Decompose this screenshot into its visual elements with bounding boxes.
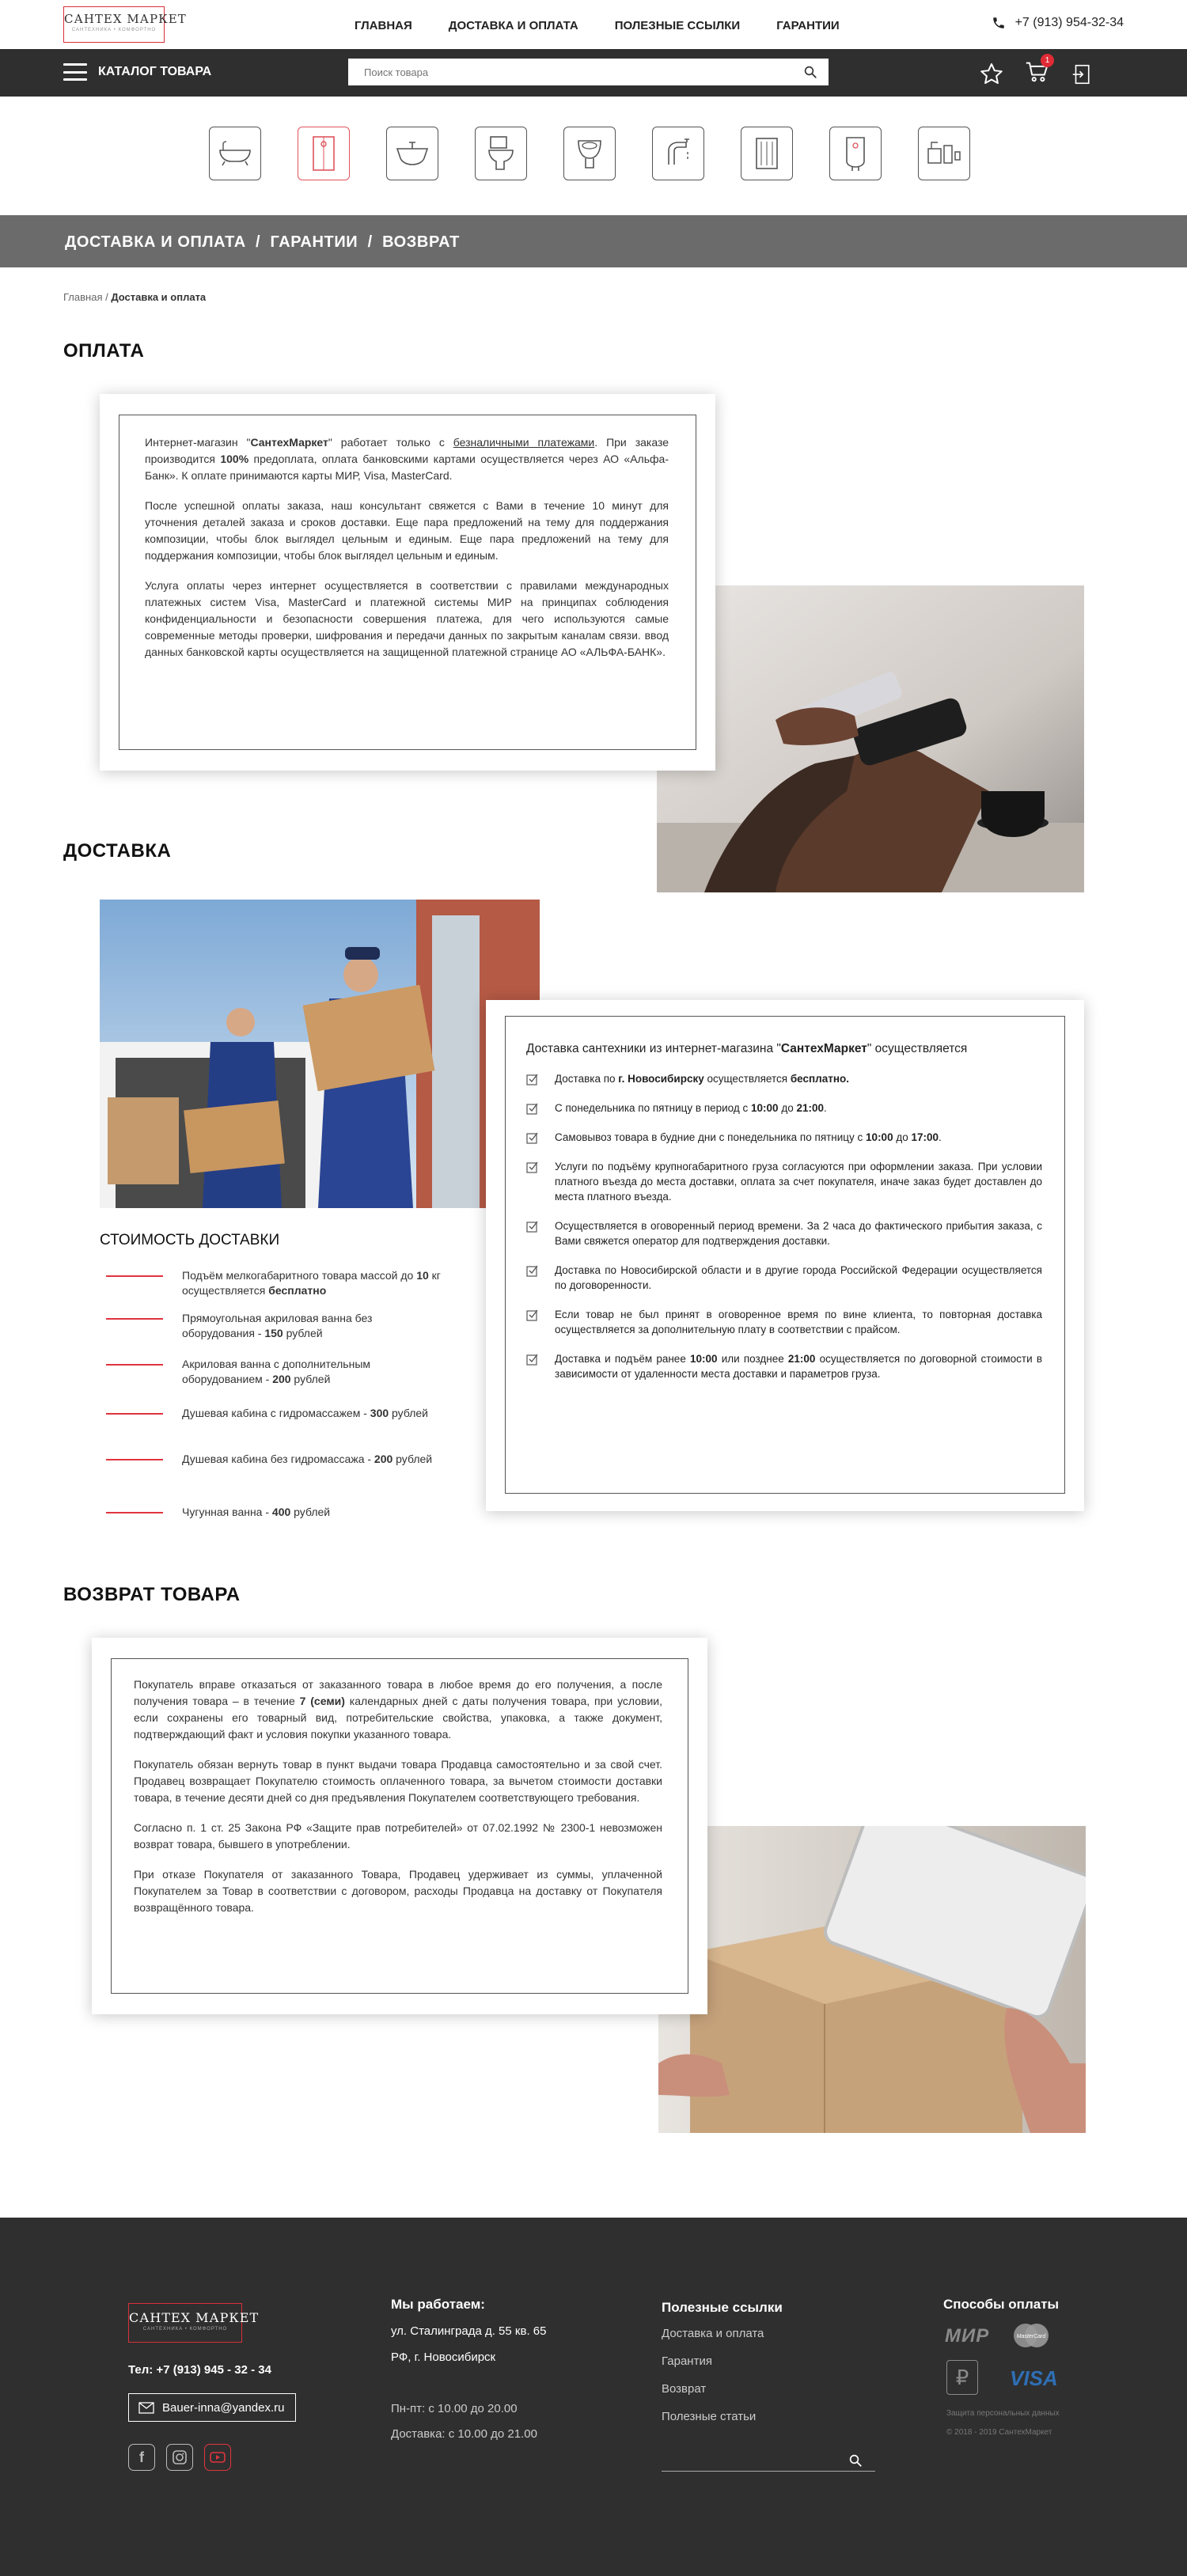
footer-hours-1: Пн-пт: с 10.00 до 20.00 xyxy=(391,2402,518,2415)
noncash-link[interactable]: безналичными платежами xyxy=(453,436,595,449)
footer-address-2: РФ, г. Новосибирск xyxy=(391,2351,496,2364)
accessories-icon xyxy=(925,138,963,169)
payment-title: ОПЛАТА xyxy=(63,340,145,362)
youtube-icon[interactable] xyxy=(204,2444,231,2471)
nav-guarantee[interactable]: ГАРАНТИИ xyxy=(776,18,840,32)
mir-logo: МИР xyxy=(945,2325,990,2347)
footer-link-articles[interactable]: Полезные статьи xyxy=(662,2410,757,2423)
category-accessories[interactable] xyxy=(918,127,970,180)
delivery-list-item xyxy=(526,1159,1042,1204)
radiator-icon xyxy=(753,135,781,172)
breadcrumb-current: Доставка и оплата xyxy=(111,291,207,303)
phone-icon xyxy=(992,16,1006,30)
category-bathtub[interactable] xyxy=(209,127,261,180)
returns-paragraph-3: Согласно п. 1 ст. 25 Закона РФ «Защите прав потребителей» от 07.02.1992 № 2300-1 невозможен возврат товара, бывшего в употреблении. xyxy=(134,1821,662,1851)
search-box xyxy=(348,59,829,85)
footer-search-icon[interactable] xyxy=(848,2453,863,2468)
footer-link-delivery[interactable]: Доставка и оплата xyxy=(662,2327,764,2340)
delivery-list-item xyxy=(526,1218,1042,1248)
checkbox-icon xyxy=(526,1131,539,1144)
delivery-list-item xyxy=(526,1263,1042,1293)
toilet-icon xyxy=(486,134,516,172)
checkbox-icon xyxy=(526,1073,539,1085)
category-water-heater[interactable] xyxy=(829,127,882,180)
header-actions xyxy=(978,56,1094,89)
cart-button[interactable] xyxy=(1024,56,1051,89)
checkbox-icon xyxy=(526,1353,539,1366)
footer-email[interactable] xyxy=(128,2393,296,2422)
delivery-item-text: Доставка по г. Новосибирску осуществляется бесплатно. xyxy=(555,1073,850,1085)
delivery-title: ДОСТАВКА xyxy=(63,840,172,862)
delivery-list-item xyxy=(526,1100,1042,1116)
category-washbasin[interactable] xyxy=(386,127,438,180)
top-header xyxy=(0,0,1187,49)
payment-paragraph-2: После успешной оплаты заказа, наш консультант свяжется с Вами в течение 10 минут для уточнения деталей заказа и сроков доставки. Еще пара предложений на тему для поддержания композиции, чтобы блок выглядел цельным и единым. Еще пара предложений на тему для поддержания композиции, чтобы блок выглядел цельным и единым. xyxy=(145,499,669,562)
returns-photo xyxy=(658,1826,1086,2133)
delivery-list-item xyxy=(526,1351,1042,1381)
catalog-label: КАТАЛОГ ТОВАРА xyxy=(98,65,212,78)
cost-row: Подъём мелкогабаритного товара массой до 10 кг осуществляется бесплатно xyxy=(106,1268,454,1298)
payment-paragraph-1: Интернет-магазин "СантехМаркет" работает только с безналичными платежами. При заказе производится 100% предоплата, оплата банковскими картами осуществляется через АО «Альфа-Банк». К оплате принимаются карты МИР, Visa, MasterCard. xyxy=(145,436,669,482)
delivery-item-text: Доставка и подъём ранее 10:00 или позднее 21:00 осуществляется по договорной стоимости в зависимости от удаленности места доставки и параметров груза. xyxy=(555,1353,1042,1380)
visa-logo: VISA xyxy=(1010,2366,1058,2390)
footer-link-guarantee[interactable]: Гарантия xyxy=(662,2354,712,2368)
favorites-star-icon[interactable] xyxy=(978,61,1005,88)
delivery-item-text: Доставка по Новосибирской области и в другие города Российской Федерации осуществляется по договоренности. xyxy=(555,1264,1042,1291)
footer-links-title: Полезные ссылки xyxy=(662,2300,783,2315)
cost-row: Акриловая ванна с дополнительным оборудованием - 200 рублей xyxy=(106,1357,454,1387)
checkbox-icon xyxy=(526,1102,539,1115)
footer-logo-subtitle: САНТЕХНИКА • КОМФОРТНО xyxy=(142,2327,228,2332)
water-heater-icon xyxy=(842,134,869,172)
ruble-icon: ₽ xyxy=(946,2360,978,2395)
checkbox-icon xyxy=(526,1264,539,1277)
nav-links[interactable]: ПОЛЕЗНЫЕ ССЫЛКИ xyxy=(614,18,741,32)
cost-row: Чугунная ванна - 400 рублей xyxy=(106,1505,454,1520)
returns-paragraph-1: Покупатель вправе отказаться от заказанного товара в любое время до его получения, а после получения товара – в течение 7 (семи) календарных дней с даты получения товара, при условии, если сохранены его товарный вид, потребительские свойства, упаковка, а также документ, подтверждающий факт и условия покупки указанного товара. xyxy=(134,1678,662,1741)
delivery-list-item xyxy=(526,1307,1042,1337)
catalog-button[interactable] xyxy=(63,63,211,81)
delivery-photo xyxy=(100,900,540,1208)
footer-address-1: ул. Сталинграда д. 55 кв. 65 xyxy=(391,2324,547,2338)
category-faucet[interactable] xyxy=(652,127,704,180)
footer xyxy=(0,2218,1187,2576)
footer-logo-text: САНТЕХ МАРКЕТ xyxy=(129,2310,260,2325)
svg-text:MasterCard: MasterCard xyxy=(1016,2334,1046,2339)
page-banner xyxy=(0,215,1187,267)
delivery-item-text: Услуги по подъёму крупногабаритного груза согласуются при оформлении заказа. При условии платного въезда до места доставки, оплата за счет покупателя, иначе заказ будет доставлен до места платного въезда. xyxy=(555,1161,1042,1203)
returns-card xyxy=(92,1638,707,2014)
search-icon[interactable] xyxy=(803,65,817,79)
footer-work-title: Мы работаем: xyxy=(391,2297,485,2312)
login-icon[interactable] xyxy=(1070,61,1094,88)
logo-text: САНТЕХ МАРКЕТ xyxy=(64,12,187,26)
delivery-list-item xyxy=(526,1130,1042,1145)
delivery-item-text: Самовывоз товара в будние дни с понедельника по пятницу с 10:00 до 17:00. xyxy=(555,1131,942,1143)
main-nav xyxy=(355,17,840,33)
shower-cabin-icon xyxy=(310,134,337,172)
footer-search-field[interactable] xyxy=(662,2471,875,2472)
delivery-card-heading: Доставка сантехники из интернет-магазина "СантехМаркет" осуществляется xyxy=(526,1042,968,1055)
faucet-icon xyxy=(661,136,696,171)
delivery-item-text: Если товар не был принят в оговоренное время по вине клиента, то повторная доставка осуществляется за дополнительную плату в соответствии с прайсом. xyxy=(555,1309,1042,1335)
delivery-list-item xyxy=(526,1071,1042,1086)
copyright: © 2018 - 2019 СантехМаркет xyxy=(946,2428,1052,2437)
breadcrumb-separator: / xyxy=(102,291,112,303)
returns-title: ВОЗВРАТ ТОВАРА xyxy=(63,1584,241,1605)
footer-phone[interactable]: Тел: +7 (913) 945 - 32 - 34 xyxy=(128,2363,271,2377)
breadcrumb xyxy=(63,291,206,303)
payment-card xyxy=(100,394,715,771)
cost-row: Душевая кабина без гидромассажа - 200 рублей xyxy=(106,1452,454,1467)
footer-email-text: Bauer-inna@yandex.ru xyxy=(162,2400,285,2415)
mail-icon xyxy=(138,2402,154,2414)
bidet-icon xyxy=(575,136,605,171)
checkbox-icon xyxy=(526,1161,539,1173)
washbasin-icon xyxy=(394,139,430,168)
footer-hours-2: Доставка: с 10.00 до 21.00 xyxy=(391,2427,537,2441)
category-shower[interactable] xyxy=(298,127,350,180)
cost-row: Прямоугольная акриловая ванна без оборудования - 150 рублей xyxy=(106,1311,454,1341)
logo-subtitle: САНТЕХНИКА • КОМФОРТНО xyxy=(71,28,157,32)
cart-count-badge: 1 xyxy=(1041,54,1054,67)
category-toilet[interactable] xyxy=(475,127,527,180)
delivery-item-text: Осуществляется в оговоренный период времени. За 2 часа до фактического прибытия заказа, с Вами свяжется оператор для подтверждения доставки. xyxy=(555,1220,1042,1247)
phone-number: +7 (913) 954-32-34 xyxy=(1014,16,1124,29)
checkbox-icon xyxy=(526,1220,539,1233)
mastercard-logo xyxy=(1010,2322,1052,2349)
footer-logo[interactable] xyxy=(128,2303,260,2343)
privacy-link[interactable]: Защита персональных данных xyxy=(946,2409,1060,2418)
payment-photo xyxy=(657,585,1084,892)
nav-delivery[interactable]: ДОСТАВКА И ОПЛАТА xyxy=(448,18,578,32)
cost-row: Душевая кабина с гидромассажем - 300 рублей xyxy=(106,1406,454,1421)
delivery-item-text: С понедельника по пятницу в период с 10:00 до 21:00. xyxy=(555,1102,827,1114)
returns-paragraph-4: При отказе Покупателя от заказанного Товара, Продавец удерживает из суммы, уплаченной Покупателем за Товар в соответствии с договором, расходы Продавца на доставку от Покупателя возвращённого товара. xyxy=(134,1868,662,1914)
footer-pay-title: Способы оплаты xyxy=(943,2297,1060,2312)
nav-home[interactable]: ГЛАВНАЯ xyxy=(355,18,412,32)
returns-paragraph-2: Покупатель обязан вернуть товар в пункт выдачи товара Продавца самостоятельно и за свой счет. Продавец возвращает Покупателю стоимость оплаченного товара, за вычетом стоимости доставки товара, в течение десяти дней со дня предъявления Покупателем соответствующего требования. xyxy=(134,1758,662,1804)
delivery-card xyxy=(486,1000,1084,1511)
social-links xyxy=(128,2444,231,2471)
category-bidet[interactable] xyxy=(563,127,616,180)
payment-paragraph-3: Услуга оплаты через интернет осуществляется в соответствии с правилами международных платежных систем Visa, MasterCard и платежной системы МИР на принципах соблюдения конфиденциальности и безопасности совершения платежа, для чего используются самые современные методы проверки, шифрования и передачи данных по закрытым каналам связи. ввод данных банковской карты осуществляется на защищенной платежной странице АО «АЛЬФА-БАНК». xyxy=(145,579,669,658)
facebook-icon[interactable]: f xyxy=(128,2444,155,2471)
menu-icon xyxy=(63,63,87,81)
breadcrumb-home[interactable]: Главная xyxy=(63,291,103,303)
checkbox-icon xyxy=(526,1309,539,1321)
banner-title: ДОСТАВКА И ОПЛАТА / ГАРАНТИИ / ВОЗВРАТ xyxy=(65,233,460,251)
footer-link-returns[interactable]: Возврат xyxy=(662,2382,707,2396)
category-radiator[interactable] xyxy=(741,127,793,180)
header-phone[interactable] xyxy=(992,16,1124,30)
bathtub-icon xyxy=(217,138,253,169)
delivery-cost-title: СТОИМОСТЬ ДОСТАВКИ xyxy=(100,1232,280,1248)
instagram-icon[interactable] xyxy=(166,2444,193,2471)
category-icons-row xyxy=(209,127,970,180)
search-input[interactable] xyxy=(348,59,791,85)
site-logo[interactable] xyxy=(63,6,187,43)
